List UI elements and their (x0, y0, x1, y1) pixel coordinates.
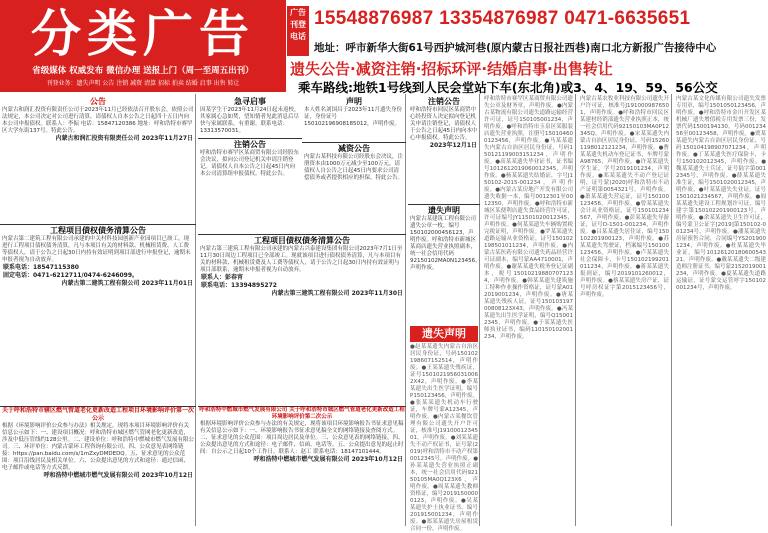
ad-address: 地址：呼市新华大街61号西护城河巷(原内蒙古日报社西巷)南口北方新报广告接待中心 (314, 42, 717, 54)
notice-phone: 联系电话：13394895272 (201, 282, 277, 289)
column-3-top (302, 94, 406, 142)
notice-body: 内蒙古第三建筑工程有限公司承建的内蒙古兴泰建设集团有限公司2023年7月1日至11月30日周边工程项目已全部竣工。现就该项目进行债权债务清算，凡与本项目有关的材料款、机械租赁费及人工费等债权人，请于公告之日起30日内持有效证明与项目部联系，逾期未申报者视为自动放弃。 (200, 246, 403, 273)
lost-statement-banner: 遗失声明 (410, 326, 478, 342)
notice-signature: 内蒙古和润汇投资有限责任公司 2023年11月27日 (55, 135, 193, 142)
notice-title: 声明 (346, 97, 362, 106)
bus-route: 乘车路线:地铁1号线到人民会堂站下车(东北角)或3、4、19、59、56公交 (298, 80, 718, 95)
notice-contact: 联系人：彭春宵 (201, 274, 244, 281)
column-1 (0, 94, 196, 526)
notice-capital-reduction (302, 142, 406, 232)
ad-phone-numbers: 15548876987 13354876987 0471-6635651 (314, 8, 691, 29)
notice-clearing-2 (198, 234, 406, 402)
notice-body: 本人姓名刘国昌于2023年11月遗失身份证，身份证号150102196908185012，声明作废。 (304, 107, 402, 127)
notice-signature: 内蒙古第三建筑工程有限公司 2023年11月30日 (271, 290, 403, 297)
notice-signature: 呼和浩特中燃城市燃气发展有限公司 2023年10月12日 (43, 472, 193, 479)
notice-signature: 内蒙古第二建筑工程有限公司 2023年11月01日 (61, 280, 193, 287)
notice-title: 工程项目债权债务清算公告 (254, 236, 350, 245)
notice-signature: 呼和浩特中燃城市燃气发展有限公司 2023年10月12日 (253, 456, 403, 463)
notice-eia-2 (198, 406, 406, 526)
notice-title: 减资公告 (338, 144, 370, 153)
masthead-slogan: 省级媒体 权威发布 微信办理 送报上门（周一至周五出刊） (32, 66, 254, 76)
notice-body: 内蒙古第二建筑工程有限公司承建的中关村科技园创新产业园项目已竣工。现进行工程项目债权债务清算，凡与本项目有关的材料款、机械租赁费、人工费等债权人，请于公告之日起30日内持有效证明到项目部进行申报登记，逾期未申报者视为自动放弃。 (2, 236, 191, 263)
masthead-title: 分类广告 (31, 5, 255, 63)
notice-body: 内蒙古某建筑工程有限公司遗失公章一枚，编号150102000456123，声明作废。呼和浩特市新城区某商店遗失营业执照副本，统一社会信用代码92150102MA0N123456，声明作废。 (410, 216, 481, 271)
notice-eia-1 (0, 406, 196, 526)
notice-title: 公告 (90, 97, 106, 106)
notice-body: 因某学生于2023年11月24日起未返校，其家属心急如焚，望知情者见此消息后尽快与家属联系，有重谢。联系电话：13313570031。 (200, 107, 300, 134)
notice-body: 呼和浩特市回民区某商贸中心经投资人决定拟向登记机关申请注销登记，请债权人于公告之日起45日内向本中心申报债权。特此公告。 (410, 107, 478, 141)
notice-statement (302, 96, 406, 142)
notice-body: 内蒙古某科技有限公司经股东会决议，注册资本由1000万元减少至100万元，请债权人自公告之日起45日内要求公司清偿债务或者提供相应的担保。特此公告。 (304, 154, 404, 181)
column-6-lost-list: 内蒙古某文化传媒有限公司遗失发票专用章，编号1501050123456，声明作废。●呼和浩特市金川开发区某机械厂遗失增值税专用发票三份，发票代码1500194130，号码00123456至00123458，声明作废。●贾某某遗失内蒙古自治区居民身份证，号码150104198907071234，声明作废。●丁某某遗失医疗保险卡，卡号150102012345，声明作废。●魏某某遗失士兵证，证号陆字第0012345号，声明作废。●薛某某遗失准生证，编号1501020012345，声明作废。●叶某某遗失失业证，证号1501021234567，声明作废。●阎某某遗失建设工程规划许可证，编号建字第150102201900123号，声明作废。●余某某遗失卫生许可证，编号蒙卫公证字[2019]第150102-001234号，声明作废。●潘某某遗失房屋预售合同，合同编号YS2019001234，声明作废。●杜某某遗失毕业证，编号1012612018060054321，声明作废。●戴某某遗失二级建造师注册证书，编号蒙2152019001234，声明作废。●夏某某遗失道路运输证，证号蒙交运管呼字150102001234号，声明作废。 (676, 96, 766, 291)
notice-title: 注销公告 (234, 140, 266, 149)
notice-announcement (0, 96, 196, 220)
notice-title: 呼和浩特中燃城市燃气发展有限公司 关于呼和浩特市城区燃气管道老化更新改造工程环境影响评价第二次公示 (199, 407, 405, 420)
column-3 (408, 94, 481, 532)
ad-phone-tab: 广告刊登电话 (287, 6, 309, 56)
notice-title: 注销公告 (428, 97, 460, 106)
masthead-logo (0, 0, 286, 92)
notice-body: 根据《环境影响评价公众参与办法》相关规定，现将本项目环境影响评价有关信息公示如下：一、建设项目概况：呼和浩特市城区燃气管网老化更新改造，涉及中低压管线约128公里。二、建设单位：呼和浩特中燃城市燃气发展有限公司。三、环评单位：内蒙古蒙环工程咨询有限公司。四、公众意见表网络链接：https://pan.baidu.com/s/1mZxyDMDEDQ。五、征求意见的公众范围：项目沿线居民及相关单位。六、公众提出意见的方式和途径：通过信函、电子邮件或电话等方式反馈。 (2, 423, 195, 471)
notice-title: 遗失声明 (428, 206, 460, 215)
ad-services: 遗失公告·减资注销·招标环评·结婚启事·出售转让 (290, 60, 613, 78)
column-3-mid (302, 142, 406, 232)
notice-fixed-phone: 固定电话：0471-6212711/0474-6246099。 (3, 272, 139, 279)
masthead (0, 0, 768, 95)
lost-statement-list: ●赵某某遗失内蒙古自治区居民身份证，号码150102198607152514，声明作废。●王某某遗失残疾证，证号15010219560310062X42，声明作废。●李某某遗失出生医学证明，编号P150123456，声明作废。●张某某遗失机动车行驶证，车牌号蒙A12345，声明作废。●内蒙古某餐饮管理有限公司遗失开户许可证，核准号J1910001234501，声明作废。●刘某某遗失不动产权证书，证号蒙(2019)呼和浩特市不动产权第0012345号，声明作废。●孙某某遗失营业执照正副本，统一社会信用代码92150105MA0Q123X6，声明作废。●周某某遗失教师资格证，编号20191500000123，声明作废。●吴某某遗失护士执业证书，编号201915001234，声明作废。●郑某某遗失房屋租赁合同一份，声明作废。 (410, 344, 478, 532)
notice-clearing (0, 224, 196, 402)
column-5-lost-list: 内蒙古某农牧业科技有限公司遗失开户许可证，核准号J1910009876501，声明作废。●呼和浩特市回民区某建材经销部遗失营业执照正本，统一社会信用代码92150103MA0P12345Q，声明作废。●宋某某遗失内蒙古自治区居民身份证，号码152601198012121234，声明作废。●曹某某遗失机动车登记证书，车牌号蒙A98765，声明作废。●许某某遗失学生证，学号2019101234，声明作废。●邓某某遗失不动产登记证明，证号蒙(2020)呼和浩特市不动产证明第0054321号，声明作废。●萧某某遗失营运证，证号150100123456，声明作废。●曾某某遗失会计从业资格证，证号150101234567，声明作废。●彭某某遗失导游证，证号D-1501-001234，声明作废。●吕某某遗失居住证，编号150102201900123，声明作废。●苏某某遗失驾驶证，档案编号150100123456，声明作废。●卢某某遗失社会保障卡，卡号150102199201011234，声明作废。●蒋某某遗失报到证，编号2019101260012，声明作废。●蔡某某遗失房产证，证号呼房权证字第2015123456号，声明作废。 (578, 94, 672, 526)
column-4-lost-list: 呼和浩特市赛罕区某商贸有限公司遗失公章及财务章，声明作废。●内蒙古某物流有限公司遗失道路运输经营许可证，证号150105001234，声明作废。●呼和浩特市玉泉区某服装店遗失营业执照，注册号150104600123456，声明作废。●马某某遗失内蒙古自治区居民身份证，号码150121199003151234，声明作废。●高某某遗失毕业证书，证书编号1012612019060012345，声明作废。●杨某某遗失结婚证，字号J150102-2015-001234，声明作废。●内蒙古某房地产开发有限公司遗失收据一本，编号0012301至0012350，声明作废。●呼和浩特市新城区某便利店遗失食品经营许可证，许可证编号JY11501020012345，声明作废。●何某某遗失车辆购置税完税证明，声明作废。●罗某某遗失道路运输从业资格证，证号150102198501011234，声明作废。●内蒙古某医药有限公司遗失药品经营许可证副本，编号蒙AA4710001，声明作废。●谢某某遗失税务登记证副本，税号150102198807071234，声明作废。●韩某某遗失建筑施工特种作业操作资格证，证号蒙A012019001234，声明作废。●唐某某遗失残疾人证，证号15010319700808123X43，声明作废。●冯某某遗失出生医学证明，编号Q150012345，声明作废。●于某某遗失医师执业证书，编码110150102001234，声明作废。 (482, 94, 576, 526)
notice-body: 内蒙古和润汇投资有限责任公司于2023年11月已经依法召开股东会，依照公司法规定，本公司决定对公司进行清算。请债权人自本公告之日起四十五日内向本公司申报债权。联系人：李振 电话：15847120386 地址：呼和浩特市赛罕区大学东街137号。特此公告。 (2, 107, 194, 134)
notice-title: 关于呼和浩特市辖区燃气管道老化更新改造工程项目环境影响评价第一次公示 (1, 407, 194, 422)
notice-body: 根据环境影响评价公众参与办法的有关规定，现将该项目环境影响报告书征求意见稿有关信息公示如下：一、环境影响报告书征求意见稿全文的网络链接及查阅方式。二、征求意见的公众范围：项目周边居民及单位。三、公众意见表的网络链接。四、公众提出意见的方式和途径：电子邮件、信函、电话等。五、公众提出意见的起止时间：自公示之日起10个工作日。联系人：赵工 联系电话：18147101444。 (200, 421, 404, 455)
notice-title: 工程项目债权债务清算公告 (50, 226, 146, 235)
notice-cancellation (198, 138, 302, 232)
masthead-subnote: 刊登业务：遗失声明 公告 注销 减资 清算 招标 拍卖 结婚 启事 出售 转让 (46, 80, 240, 87)
notice-title: 急寻启事 (234, 97, 266, 106)
notice-search (198, 96, 302, 136)
notice-date: 2023年12月1日 (429, 142, 477, 149)
notice-lost-company (408, 204, 480, 324)
notice-body: 呼和浩特市赛罕区某商贸有限公司经股东会决议，拟向公司登记机关申请注销登记。请债权人自本公告之日起45日内向本公司清算组申报债权。特此公告。 (200, 150, 300, 177)
notice-cancellation-2 (408, 96, 480, 202)
notice-contact: 联系电话：18547115380 (3, 264, 79, 271)
